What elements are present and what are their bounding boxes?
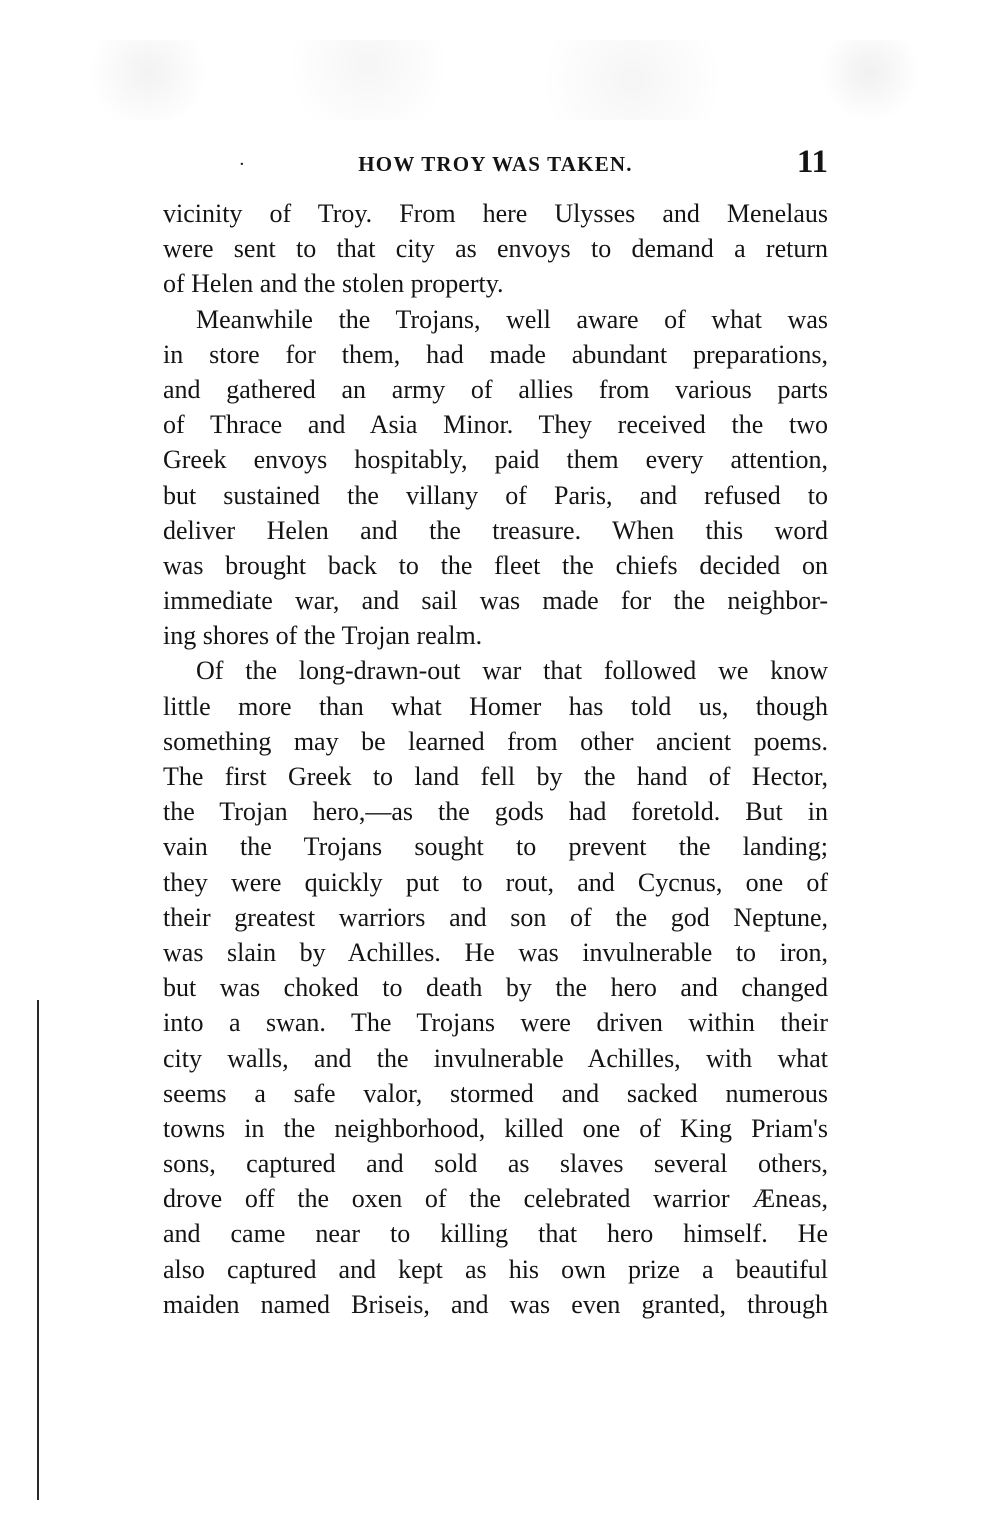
text-line: was brought back to the fleet the chiefs decided on: [163, 550, 828, 580]
text-line: also captured and kept as his own prize a beautiful: [163, 1254, 828, 1284]
text-line: something may be learned from other ancient poems.: [163, 726, 828, 756]
text-line: the Trojan hero,—as the gods had foretold. But in: [163, 797, 828, 827]
scan-noise: [60, 40, 940, 120]
text-line: vain the Trojans sought to prevent the landing;: [163, 832, 828, 862]
text-line: and came near to killing that hero himself. He: [163, 1219, 828, 1249]
text-line: drove off the oxen of the celebrated warrior Æneas,: [163, 1184, 828, 1214]
text-line: they were quickly put to rout, and Cycnus, one of: [163, 867, 828, 897]
text-line: little more than what Homer has told us, though: [163, 691, 828, 721]
text-line: was slain by Achilles. He was invulnerable to iron,: [163, 937, 828, 967]
text-line: into a swan. The Trojans were driven within their: [163, 1008, 828, 1038]
text-line: in store for them, had made abundant preparations,: [163, 339, 828, 369]
paragraph: [163, 196, 828, 302]
text-line: Of the long-drawn-out war that followed we know: [196, 656, 828, 686]
text-line: Greek envoys hospitably, paid them every attention,: [163, 445, 828, 475]
paragraph: [163, 653, 828, 1322]
text-line: immediate war, and sail was made for the neighbor-: [163, 586, 828, 616]
text-line: were sent to that city as envoys to demand a return: [163, 234, 828, 264]
text-line: ing shores of the Trojan realm.: [163, 621, 483, 651]
text-line: Meanwhile the Trojans, well aware of what was: [196, 304, 828, 334]
running-title: HOW TROY WAS TAKEN.: [358, 152, 633, 176]
text-line: vicinity of Troy. From here Ulysses and Menelaus: [163, 199, 828, 228]
text-line: towns in the neighborhood, killed one of King Priam's: [163, 1113, 828, 1143]
text-line: maiden named Briseis, and was even granted, through: [163, 1289, 828, 1319]
text-line: sons, captured and sold as slaves several others,: [163, 1149, 828, 1179]
text-line: of Thrace and Asia Minor. They received the two: [163, 410, 828, 440]
text-line: but was choked to death by the hero and changed: [163, 973, 828, 1003]
paragraph: [163, 302, 828, 654]
text-line: deliver Helen and the treasure. When this word: [163, 515, 828, 545]
text-line: city walls, and the invulnerable Achilles, with what: [163, 1043, 828, 1073]
header-bullet: ·: [239, 154, 245, 175]
page-number: 11: [796, 144, 828, 180]
text-line: of Helen and the stolen property.: [163, 269, 504, 299]
text-line: and gathered an army of allies from various parts: [163, 374, 828, 404]
text-line: seems a safe valor, stormed and sacked numerous: [163, 1078, 828, 1108]
text-line: their greatest warriors and son of the god Neptune,: [163, 902, 828, 932]
running-header: [163, 144, 828, 182]
text-line: The first Greek to land fell by the hand of Hector,: [163, 762, 828, 791]
body-text: [163, 196, 828, 1322]
text-line: but sustained the villany of Paris, and refused to: [163, 480, 828, 510]
page-edge-line: [37, 1000, 39, 1500]
